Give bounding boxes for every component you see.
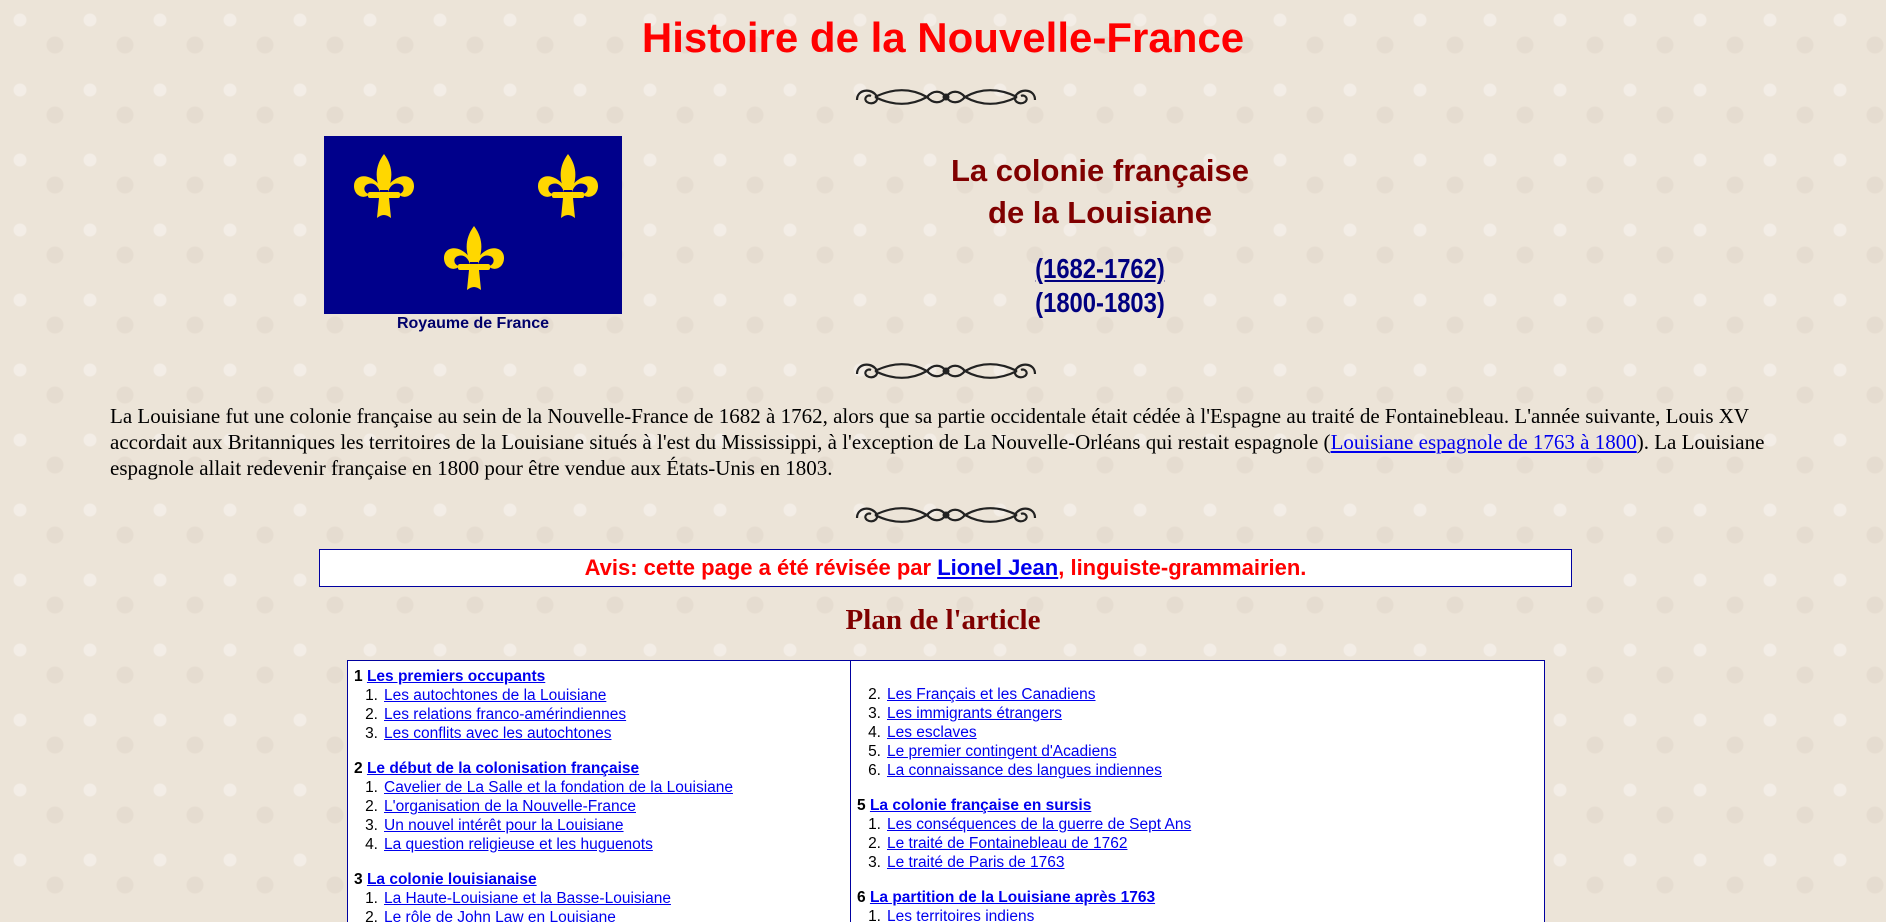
toc-section-number: 3 <box>354 871 367 888</box>
toc-item-link[interactable]: Le traité de Fontainebleau de 1762 <box>887 835 1128 852</box>
revision-notice <box>319 549 1572 587</box>
toc-item-number: 1. <box>868 816 881 833</box>
toc-section-heading <box>354 870 844 889</box>
toc-item-link[interactable]: Le rôle de John Law en Louisiane <box>384 909 616 922</box>
toc-item-number: 1. <box>365 687 378 704</box>
toc-item <box>857 704 1538 723</box>
intro-text-end: ). La Louisiane espagnole allait redevenir française en 1800 pour être vendue aux États-Unis en 1803. <box>110 430 1765 480</box>
colony-title <box>860 150 1340 234</box>
toc-item-link[interactable]: La question religieuse et les huguenots <box>384 836 653 853</box>
toc-item-number: 2. <box>868 686 881 703</box>
toc-item-link[interactable]: La Haute-Louisiane et la Basse-Louisiane <box>384 890 671 907</box>
colony-periods <box>981 252 1219 320</box>
toc-item-number: 2. <box>365 909 378 922</box>
toc-section-heading <box>857 888 1538 907</box>
toc-item <box>857 907 1538 922</box>
page-title: Histoire de la Nouvelle-France <box>641 14 1245 61</box>
toc-item <box>857 815 1538 834</box>
toc-item-number: 3. <box>868 705 881 722</box>
toc-item-number: 1. <box>365 890 378 907</box>
toc-item-number: 3. <box>365 725 378 742</box>
toc-item-number: 4. <box>868 724 881 741</box>
toc-item-link[interactable]: Un nouvel intérêt pour la Louisiane <box>384 817 624 834</box>
toc-section-number: 6 <box>857 889 870 906</box>
toc-item-number: 5. <box>868 743 881 760</box>
toc-section-heading <box>857 796 1538 815</box>
toc-item <box>354 797 844 816</box>
toc-item-link[interactable]: Les conséquences de la guerre de Sept Ans <box>887 816 1192 833</box>
toc-item-link[interactable]: L'organisation de la Nouvelle-France <box>384 798 636 815</box>
toc-left-column <box>348 661 851 922</box>
toc-item <box>857 853 1538 872</box>
ornament-divider-icon <box>853 502 1039 528</box>
toc-section-link[interactable]: Le début de la colonisation française <box>366 760 640 777</box>
toc-item <box>354 835 844 854</box>
royal-flag <box>324 136 622 314</box>
toc-item <box>857 723 1538 742</box>
toc-item-link[interactable]: Les esclaves <box>887 724 977 741</box>
toc-item-number: 6. <box>868 762 881 779</box>
toc-item <box>354 816 844 835</box>
toc-section-number: 1 <box>354 668 367 685</box>
toc-item-link[interactable]: Le premier contingent d'Acadiens <box>887 743 1117 760</box>
intro-text: La Louisiane fut une colonie française au sein de la Nouvelle-France de 1682 à 1762, alors que sa partie occidentale était cédée à l'Espagne au traité de Fontainebleau. L'année suivante, Louis XV accordait aux Britanniques les territoires de la Louisiane situés à l'est du Mississippi, à l'exception de La Nouvelle-Orléans qui restait espagnole ( <box>110 404 1749 454</box>
toc-item <box>857 742 1538 761</box>
ornament-divider-icon <box>853 358 1039 384</box>
toc-section <box>857 888 1538 922</box>
period-link-1682-1762[interactable]: (1682-1762) <box>1035 253 1165 284</box>
toc-section-number: 2 <box>354 760 367 777</box>
toc-item-link[interactable]: La connaissance des langues indiennes <box>887 762 1162 779</box>
toc-item <box>857 685 1538 704</box>
toc-item-link[interactable]: Les relations franco-amérindiennes <box>384 706 627 723</box>
toc-item <box>354 908 844 922</box>
toc-item-link[interactable]: Les immigrants étrangers <box>887 705 1062 722</box>
toc-item-link[interactable]: Les territoires indiens <box>887 908 1035 922</box>
toc-item-link[interactable]: Les Français et les Canadiens <box>887 686 1096 703</box>
toc-section <box>354 667 844 743</box>
toc-item-link[interactable]: Les conflits avec les autochtones <box>384 725 612 742</box>
toc-item-number: 2. <box>868 835 881 852</box>
toc-item-number: 3. <box>365 817 378 834</box>
plan-heading: Plan de l'article <box>845 604 1041 636</box>
toc-right-column <box>851 661 1544 922</box>
toc-item-number: 2. <box>365 706 378 723</box>
toc-item-number: 4. <box>365 836 378 853</box>
toc-item-link[interactable]: Le traité de Paris de 1763 <box>887 854 1065 871</box>
toc-item-link[interactable]: Cavelier de La Salle et la fondation de la Louisiane <box>384 779 733 796</box>
toc-section-heading <box>354 759 844 778</box>
toc-section <box>857 685 1538 780</box>
toc-item <box>354 705 844 724</box>
toc-section <box>857 796 1538 872</box>
flag-caption: Royaume de France <box>396 315 550 332</box>
link-lionel-jean[interactable]: Lionel Jean <box>937 555 1059 580</box>
toc-section <box>354 870 844 922</box>
toc-item <box>354 724 844 743</box>
toc-item-number: 1. <box>868 908 881 922</box>
toc-item-number: 1. <box>365 779 378 796</box>
toc-item <box>354 778 844 797</box>
toc-section-link[interactable]: Les premiers occupants <box>366 668 546 685</box>
toc-section <box>354 759 844 854</box>
toc-item-link[interactable]: Les autochtones de la Louisiane <box>384 687 607 704</box>
toc-item <box>354 889 844 908</box>
toc-section-link[interactable]: La colonie française en sursis <box>869 797 1092 814</box>
toc-section-link[interactable]: La partition de la Louisiane après 1763 <box>869 889 1156 906</box>
period-1800-1803: (1800-1803) <box>1035 287 1165 318</box>
colony-title-line1: La colonie française <box>950 153 1250 188</box>
toc-item <box>857 834 1538 853</box>
ornament-divider-icon <box>853 84 1039 110</box>
toc-item-number: 3. <box>868 854 881 871</box>
toc-section-link[interactable]: La colonie louisianaise <box>366 871 537 888</box>
toc-section-number: 5 <box>857 797 870 814</box>
intro-paragraph <box>110 403 1780 481</box>
toc-item <box>354 686 844 705</box>
toc-item-number: 2. <box>365 798 378 815</box>
notice-text: Avis: cette page a été révisée par <box>584 555 938 580</box>
colony-title-line2: de la Louisiane <box>988 195 1212 230</box>
fleur-de-lis-icon <box>324 136 622 314</box>
link-louisiane-espagnole[interactable]: Louisiane espagnole de 1763 à 1800 <box>1330 430 1637 454</box>
table-of-contents <box>347 660 1545 922</box>
notice-text-end: , linguiste-grammairien. <box>1058 555 1307 580</box>
toc-section-heading <box>354 667 844 686</box>
toc-item <box>857 761 1538 780</box>
